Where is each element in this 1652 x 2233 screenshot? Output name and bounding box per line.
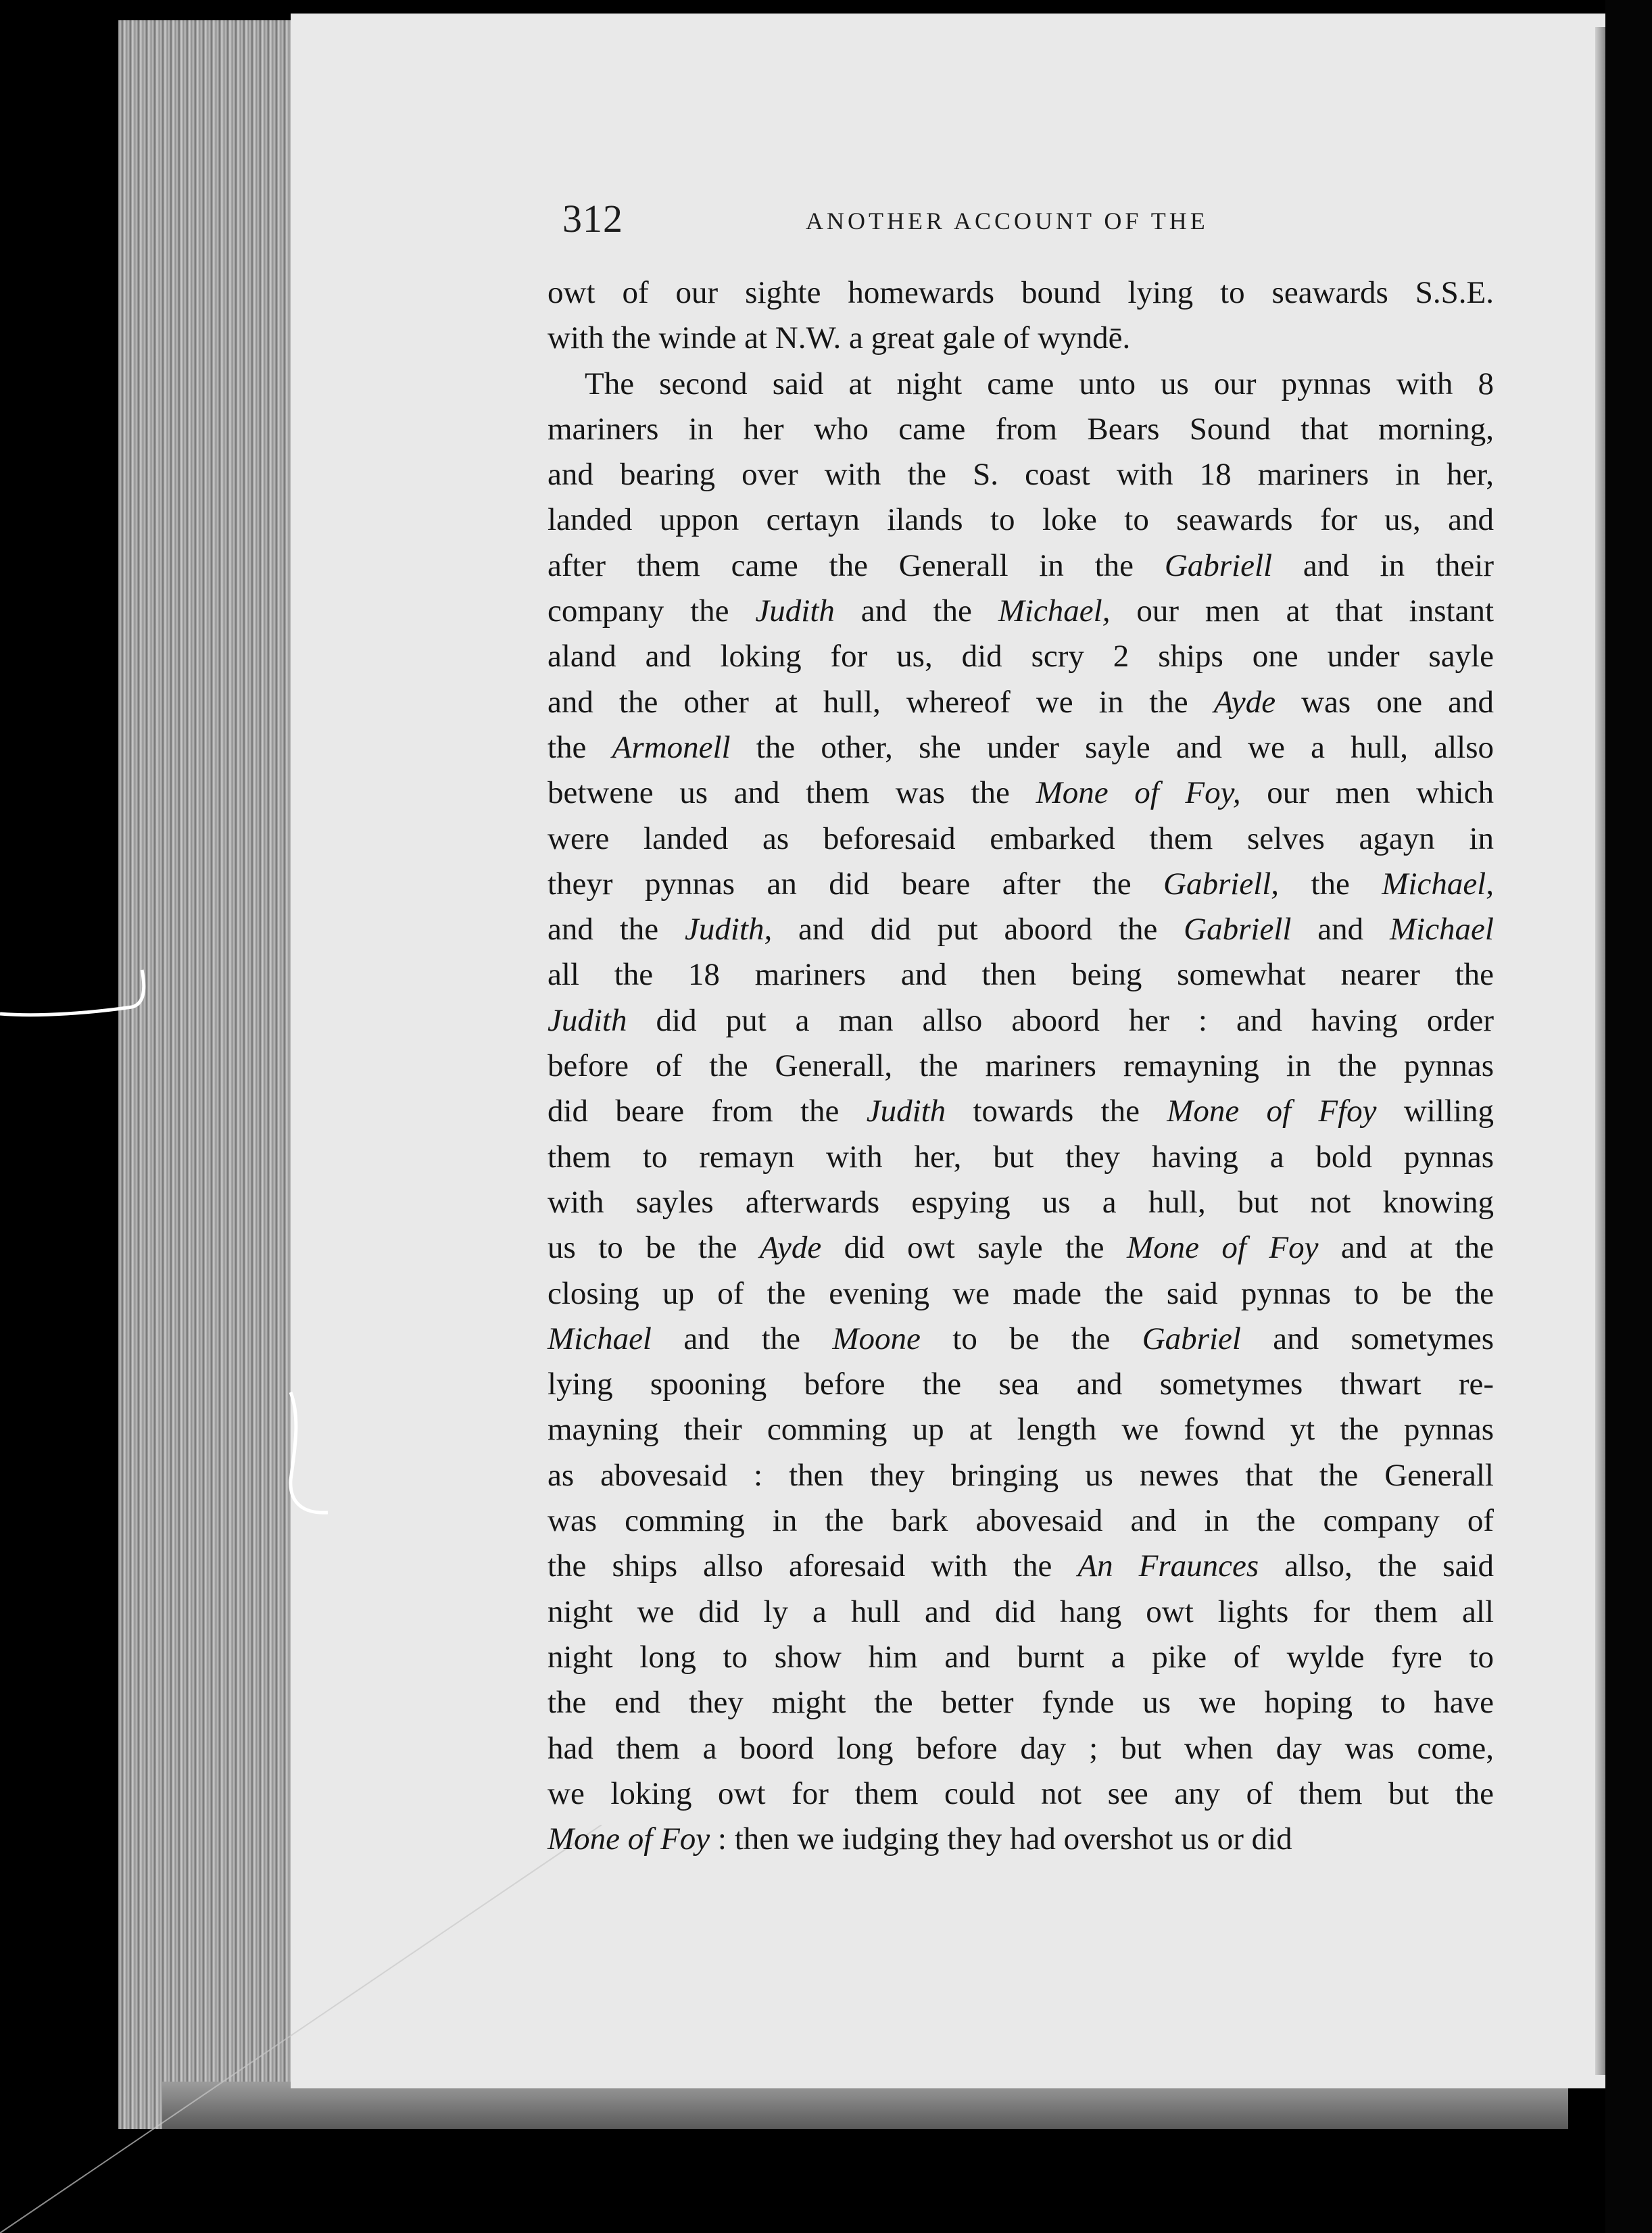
text-line	[548, 1180, 1494, 1225]
text-line	[548, 1044, 1494, 1089]
ship-name: Judith	[548, 1002, 627, 1038]
text-run: and bearing over with the S. coast with 18 mariners in her,	[548, 457, 1494, 493]
text-line	[548, 1407, 1494, 1452]
text-run: us to be the	[548, 1230, 760, 1266]
text-run: and the	[548, 912, 685, 948]
ship-name: Gabriel	[1142, 1321, 1241, 1356]
text-run: : then we iudging they had overshot us or did	[710, 1821, 1292, 1857]
ship-name: Moone	[832, 1321, 921, 1356]
text-run: the ships allso aforesaid with the	[548, 1548, 1078, 1584]
text-run: allso, the said	[1259, 1548, 1494, 1584]
text-run: did put a man allso aboord her : and having order	[627, 1002, 1494, 1038]
text-run: willing	[1376, 1094, 1494, 1129]
text-run: and the	[652, 1321, 833, 1356]
ship-name: Gabriell	[1184, 912, 1292, 948]
ship-name: Mone of Foy	[548, 1821, 710, 1857]
text-run: and sometymes	[1240, 1321, 1495, 1356]
text-line	[548, 952, 1494, 998]
text-line	[548, 270, 1494, 316]
ship-name: Ayde	[759, 1230, 822, 1266]
text-line	[548, 1771, 1494, 1817]
running-head-title: ANOTHER ACCOUNT OF THE	[806, 207, 1209, 235]
text-run: was one and	[1276, 684, 1494, 720]
text-run: our men which	[1240, 775, 1494, 811]
text-run: did beare from the	[548, 1094, 867, 1129]
text-run: the other, she under sayle and we a hull, allso	[730, 729, 1494, 765]
text-run: and in their	[1272, 547, 1494, 583]
text-run: mayning their comming up at length we fownd yt the pynnas	[548, 1412, 1494, 1448]
text-run: with the winde at N.W. a great gale of wyndē.	[548, 320, 1131, 356]
text-line	[548, 1271, 1494, 1317]
text-run: were landed as beforesaid embarked them selves agayn in	[548, 820, 1494, 856]
text-line	[548, 1089, 1494, 1134]
text-line	[548, 1317, 1494, 1362]
text-line	[548, 907, 1494, 952]
body-text	[548, 270, 1494, 1862]
text-line	[548, 452, 1494, 497]
ship-name: Mone of Foy	[1126, 1230, 1319, 1266]
text-run: aland and loking for us, did scry 2 ships one under sayle	[548, 639, 1494, 674]
text-run: all the 18 mariners and then being somewhat nearer the	[548, 957, 1494, 993]
text-line	[548, 1453, 1494, 1498]
text-run: before of the Generall, the mariners remayning in the pynnas	[548, 1048, 1494, 1084]
text-run: our men at that instant	[1110, 593, 1495, 629]
ship-name: Michael,	[998, 593, 1111, 629]
text-run: and	[1291, 912, 1390, 948]
ship-name: An Fraunces	[1077, 1548, 1259, 1584]
ship-name: Gabriell,	[1163, 866, 1280, 902]
ship-name: Judith	[755, 593, 835, 629]
ship-name: Gabriell	[1164, 547, 1273, 583]
text-run: mariners in her who came from Bears Sound that morning,	[548, 411, 1494, 447]
text-line	[548, 816, 1494, 862]
text-line	[548, 1225, 1494, 1271]
text-line	[548, 862, 1494, 907]
ship-name: Michael	[1389, 912, 1494, 948]
text-line	[548, 998, 1494, 1044]
margin-hair-mark	[270, 1379, 351, 1527]
text-run: did owt sayle the	[821, 1230, 1127, 1266]
text-run: towards the	[946, 1094, 1167, 1129]
text-run: to be the	[920, 1321, 1142, 1356]
text-line	[548, 1498, 1494, 1544]
ship-name: Mone of Ffoy	[1167, 1094, 1377, 1129]
text-run: and the other at hull, whereof we in the	[548, 684, 1214, 720]
text-line	[548, 1362, 1494, 1407]
margin-scratch-mark	[0, 933, 176, 1054]
text-line	[548, 1726, 1494, 1771]
text-run: and at the	[1318, 1230, 1494, 1266]
text-run: we loking owt for them could not see any of them but the	[548, 1775, 1494, 1811]
text-run: theyr pynnas an did beare after the	[548, 866, 1164, 902]
text-line	[548, 680, 1494, 725]
text-line	[548, 497, 1494, 543]
text-run: betwene us and them was the	[548, 775, 1036, 811]
ship-name: Armonell	[612, 729, 731, 765]
text-run: the end they might the better fynde us we hoping to have	[548, 1685, 1494, 1721]
ship-name: Mone of Foy,	[1036, 775, 1241, 811]
text-run: landed uppon certayn ilands to loke to seawards for us, and	[548, 502, 1494, 538]
text-line	[548, 770, 1494, 816]
text-run: as abovesaid : then they bringing us newes that the Generall	[548, 1457, 1494, 1493]
ship-name: Michael	[548, 1321, 652, 1356]
text-line	[548, 1135, 1494, 1180]
text-run: and did put aboord the	[772, 912, 1184, 948]
text-line	[548, 1590, 1494, 1635]
text-run: company the	[548, 593, 756, 629]
ship-name: Ayde	[1213, 684, 1276, 720]
text-line	[548, 589, 1494, 634]
ship-name: Michael,	[1382, 866, 1494, 902]
text-line	[548, 316, 1494, 361]
page-number: 312	[562, 197, 623, 241]
diagonal-film-scratch	[0, 1825, 608, 2233]
text-run: night we did ly a hull and did hang owt lights for them all	[548, 1594, 1494, 1629]
running-head	[562, 196, 1509, 250]
text-run: The second said at night came unto us our pynnas with 8	[585, 366, 1494, 401]
ship-name: Judith,	[684, 912, 773, 948]
text-run: was comming in the bark abovesaid and in the company of	[548, 1503, 1494, 1539]
text-line	[548, 1544, 1494, 1589]
page-block-edges	[118, 20, 301, 2129]
text-line	[548, 407, 1494, 452]
text-line	[548, 725, 1494, 770]
text-line	[548, 362, 1494, 407]
text-run: the	[1279, 866, 1382, 902]
text-run: lying spooning before the sea and sometymes thwart re-	[548, 1367, 1494, 1402]
text-line	[548, 634, 1494, 679]
text-run: them to remayn with her, but they having a bold pynnas	[548, 1139, 1494, 1175]
text-run: and the	[834, 593, 998, 629]
text-run: with sayles afterwards espying us a hull, but not knowing	[548, 1184, 1494, 1220]
text-run: night long to show him and burnt a pike of wylde fyre to	[548, 1639, 1494, 1675]
text-line	[548, 1817, 1494, 1862]
text-line	[548, 1680, 1494, 1725]
text-line	[548, 1635, 1494, 1680]
text-run: had them a boord long before day ; but when day was come,	[548, 1730, 1494, 1766]
text-run: the	[548, 729, 612, 765]
text-run: owt of our sighte homewards bound lying to seawards S.S.E.	[548, 275, 1494, 310]
ship-name: Judith	[866, 1094, 946, 1129]
text-run: closing up of the evening we made the said pynnas to be the	[548, 1275, 1494, 1311]
text-line	[548, 543, 1494, 589]
text-run: after them came the Generall in the	[548, 547, 1165, 583]
binding-shadow	[1605, 0, 1652, 2233]
